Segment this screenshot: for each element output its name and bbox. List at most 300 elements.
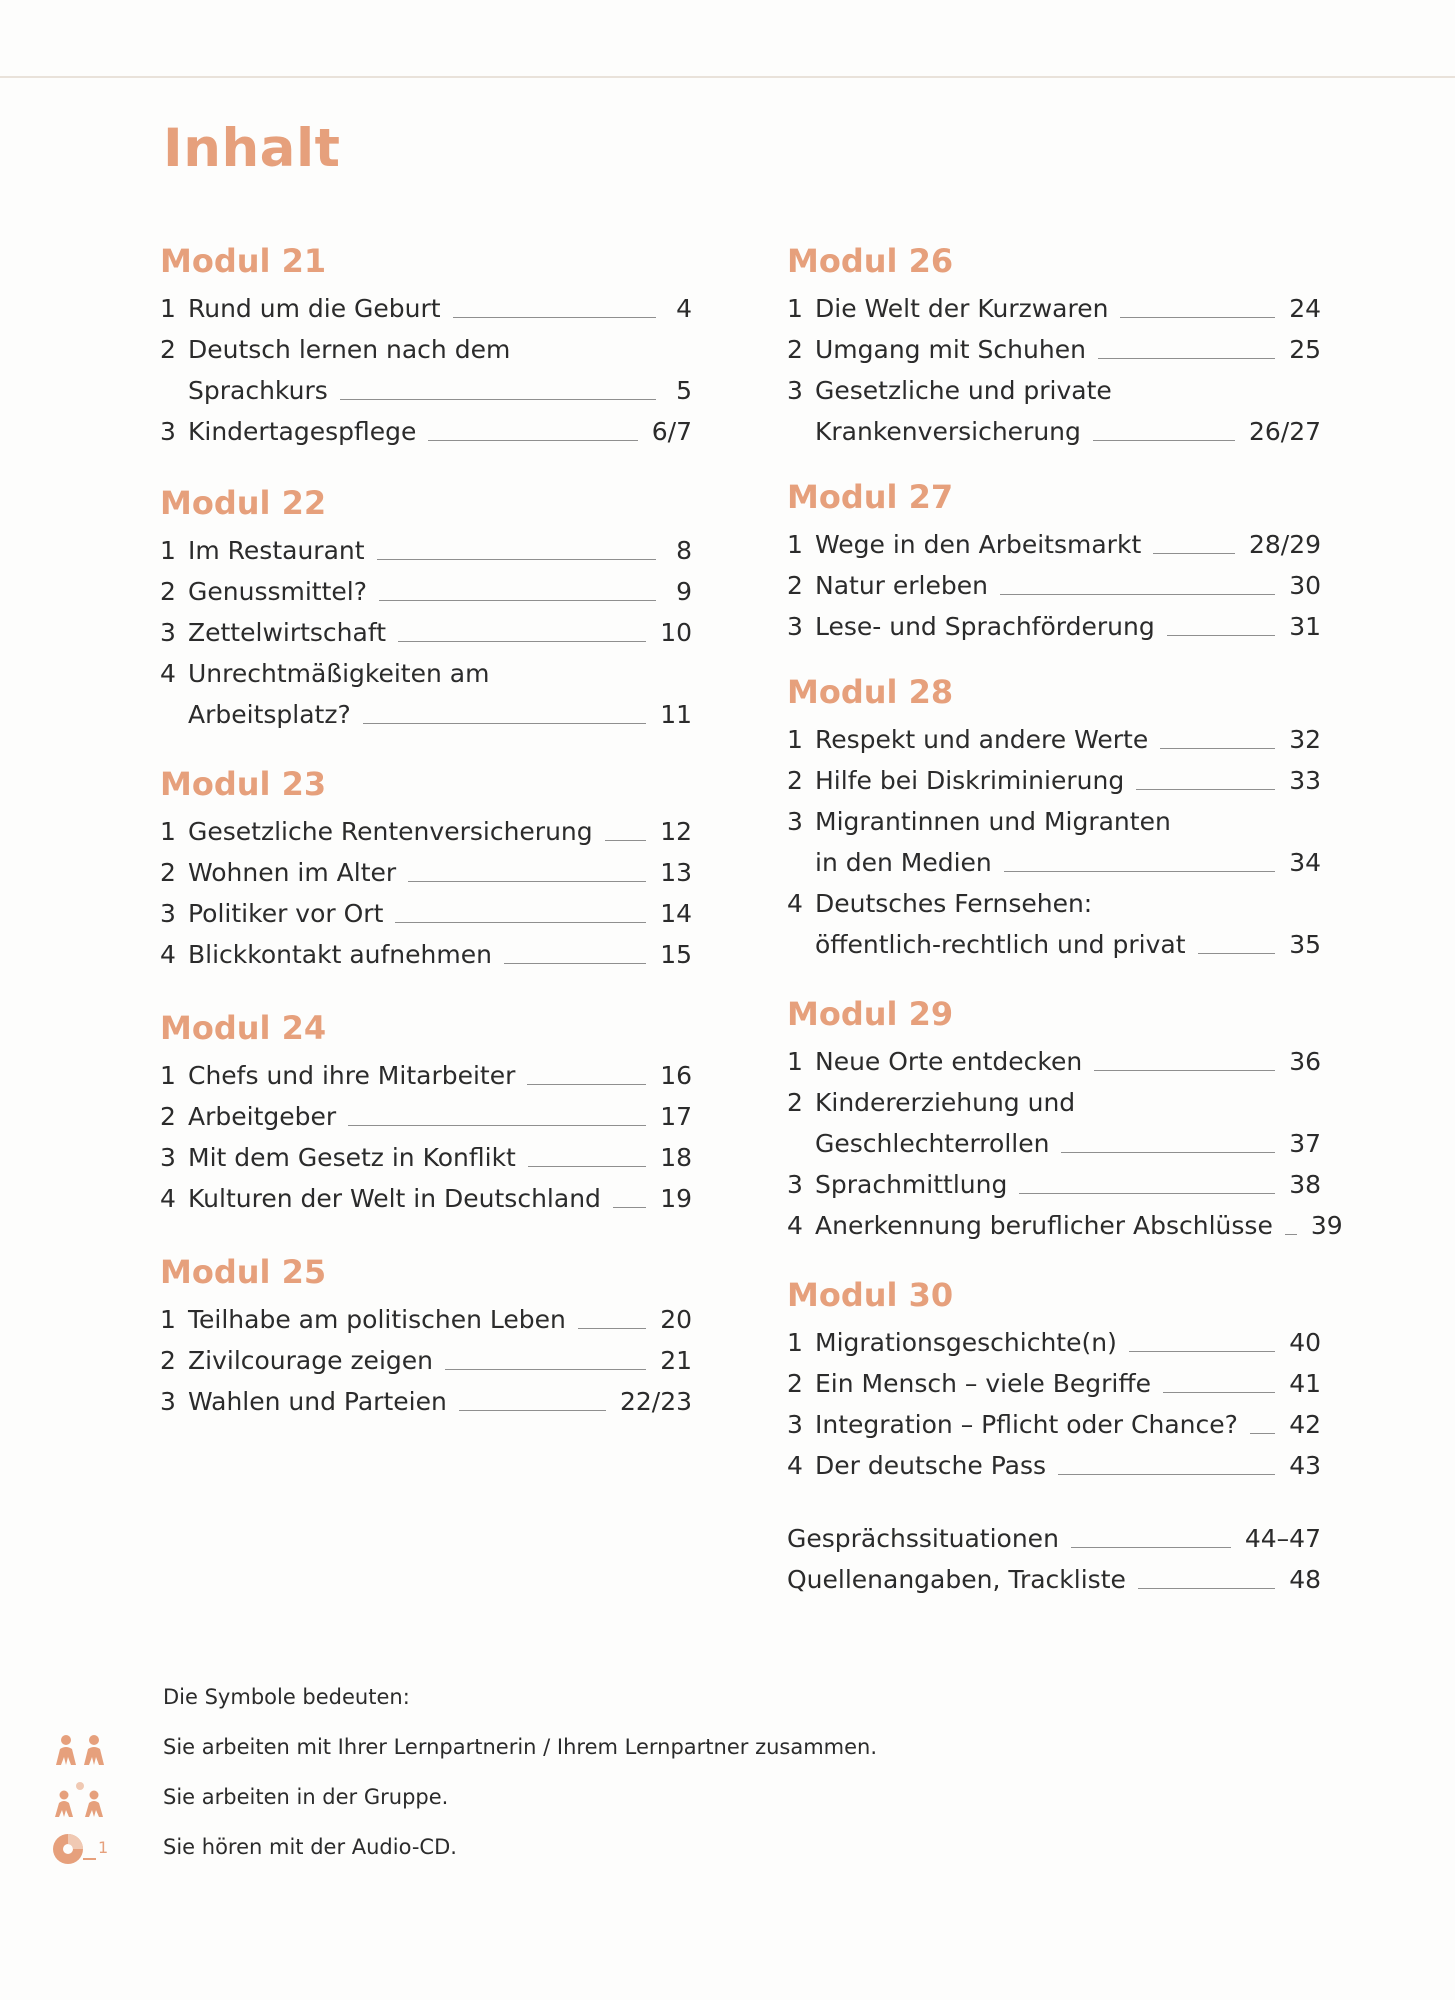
entry-label: Quellenangaben, Trackliste xyxy=(787,1565,1126,1594)
entry-label: Wohnen im Alter xyxy=(188,858,397,887)
entry-text xyxy=(188,1055,692,1096)
entry-line xyxy=(815,842,1321,883)
toc-entry xyxy=(160,1340,692,1381)
audio-track-number: 1 xyxy=(98,1838,109,1857)
entry-line xyxy=(815,370,1321,411)
module-title: Modul 21 xyxy=(160,242,327,280)
entry-label: in den Medien xyxy=(815,848,992,877)
entry-line xyxy=(815,329,1321,370)
entry-label: Neue Orte entdecken xyxy=(815,1047,1083,1076)
page-number: 18 xyxy=(660,1143,692,1172)
page-number: 36 xyxy=(1289,1047,1321,1076)
toc-left-column xyxy=(160,234,692,1422)
page-number: 35 xyxy=(1289,930,1321,959)
entry-line xyxy=(188,530,692,571)
entry-line xyxy=(188,571,692,612)
toc-entry xyxy=(787,1445,1321,1486)
entry-line xyxy=(188,612,692,653)
page-title: Inhalt xyxy=(163,118,341,179)
toc-entry xyxy=(787,1041,1321,1082)
entry-text xyxy=(188,1381,692,1422)
toc-entry xyxy=(160,1137,692,1178)
entry-number: 3 xyxy=(160,417,176,446)
entry-line xyxy=(188,370,692,411)
dotted-leader xyxy=(453,317,656,318)
page-number: 4 xyxy=(676,294,692,323)
toc-entry xyxy=(787,1164,1321,1205)
entry-label: Natur erleben xyxy=(815,571,988,600)
entry-label: Hilfe bei Diskriminierung xyxy=(815,766,1125,795)
page-number: 38 xyxy=(1289,1170,1321,1199)
entry-text xyxy=(815,883,1321,965)
entry-line xyxy=(188,1340,692,1381)
module-section xyxy=(787,665,1321,965)
toc-entry xyxy=(787,288,1321,329)
page-number: 39 xyxy=(1310,1211,1343,1240)
entry-line xyxy=(815,1164,1321,1205)
entry-text xyxy=(188,852,692,893)
toc-entry xyxy=(160,1096,692,1137)
entry-line xyxy=(815,1322,1321,1363)
page-number: 31 xyxy=(1289,612,1321,641)
entry-text xyxy=(815,565,1321,606)
toc-entry xyxy=(787,524,1321,565)
entry-text xyxy=(815,524,1321,565)
entry-label: Migrationsgeschichte(n) xyxy=(815,1328,1117,1357)
dotted-leader xyxy=(1058,1474,1275,1475)
entry-line xyxy=(815,1205,1343,1246)
toc-entry xyxy=(160,612,692,653)
page-number: 8 xyxy=(676,536,692,565)
entry-label: Genussmittel? xyxy=(188,577,367,606)
dotted-leader xyxy=(1167,635,1275,636)
module-section xyxy=(160,1245,692,1422)
entry-number: 4 xyxy=(787,889,803,918)
entry-line xyxy=(815,1445,1321,1486)
entry-line xyxy=(815,719,1321,760)
entry-label: Politiker vor Ort xyxy=(188,899,384,928)
entry-number: 3 xyxy=(787,1410,803,1439)
entry-number: 3 xyxy=(787,612,803,641)
dotted-leader xyxy=(1120,317,1275,318)
toc-entry xyxy=(787,1082,1321,1164)
dotted-leader xyxy=(1285,1234,1297,1235)
legend-row-group xyxy=(0,1779,1000,1819)
toc-entry xyxy=(787,606,1321,647)
module-title: Modul 30 xyxy=(787,1276,954,1314)
page-number: 14 xyxy=(660,899,692,928)
entry-text xyxy=(815,1404,1321,1445)
dotted-leader xyxy=(340,399,656,400)
entry-number: 4 xyxy=(787,1451,803,1480)
entry-number: 2 xyxy=(787,571,803,600)
entry-text xyxy=(815,801,1321,883)
dotted-leader xyxy=(1019,1193,1275,1194)
module-title: Modul 25 xyxy=(160,1253,327,1291)
dotted-leader xyxy=(363,723,646,724)
entry-line xyxy=(188,653,692,694)
module-section xyxy=(787,470,1321,647)
entry-number: 2 xyxy=(787,1369,803,1398)
entry-text xyxy=(188,893,692,934)
entry-line xyxy=(188,288,692,329)
dotted-leader xyxy=(1004,871,1275,872)
dotted-leader xyxy=(613,1207,646,1208)
top-rule xyxy=(0,76,1455,78)
entry-label: Unrechtmäßigkeiten am xyxy=(188,659,490,688)
entry-line xyxy=(188,329,692,370)
toc-entry xyxy=(787,565,1321,606)
dotted-leader xyxy=(1061,1152,1275,1153)
dotted-leader xyxy=(395,922,646,923)
module-section xyxy=(160,1001,692,1219)
entry-line xyxy=(815,760,1321,801)
entry-text xyxy=(815,329,1321,370)
page-number: 17 xyxy=(660,1102,692,1131)
legend-text: Sie hören mit der Audio-CD. xyxy=(163,1835,457,1859)
page-number: 20 xyxy=(660,1305,692,1334)
group-icon xyxy=(50,1781,120,1817)
dotted-leader xyxy=(1093,440,1235,441)
module-title: Modul 23 xyxy=(160,765,327,803)
dotted-leader xyxy=(428,440,637,441)
toc-entry xyxy=(160,1381,692,1422)
page-number: 16 xyxy=(660,1061,692,1090)
entry-label: Zettelwirtschaft xyxy=(188,618,387,647)
entry-text xyxy=(815,1363,1321,1404)
entry-text xyxy=(188,288,692,329)
entry-text xyxy=(815,370,1321,452)
entry-text xyxy=(188,1340,692,1381)
entry-label: Geschlechterrollen xyxy=(815,1129,1050,1158)
entry-label: Kulturen der Welt in Deutschland xyxy=(188,1184,601,1213)
module-title: Modul 24 xyxy=(160,1009,327,1047)
entry-line xyxy=(815,606,1321,647)
entry-line xyxy=(815,924,1321,965)
entry-number: 3 xyxy=(160,899,176,928)
page-number: 44–47 xyxy=(1244,1524,1321,1553)
entry-number: 1 xyxy=(160,536,176,565)
entry-text xyxy=(188,411,692,452)
page-number: 5 xyxy=(676,376,692,405)
entry-line xyxy=(815,1082,1321,1123)
entry-text xyxy=(188,571,692,612)
entry-label: Krankenversicherung xyxy=(815,417,1081,446)
entry-label: Kindertagespflege xyxy=(188,417,417,446)
entry-label: Die Welt der Kurzwaren xyxy=(815,294,1109,323)
dotted-leader xyxy=(398,641,646,642)
partner-icon xyxy=(50,1731,120,1767)
toc-entry xyxy=(160,934,692,975)
audio-cd-icon xyxy=(50,1831,120,1867)
page-number: 41 xyxy=(1289,1369,1321,1398)
dotted-leader xyxy=(605,840,647,841)
entry-label: Migrantinnen und Migranten xyxy=(815,807,1171,836)
entry-text xyxy=(787,1518,1321,1559)
entry-number: 4 xyxy=(787,1211,803,1240)
entry-text xyxy=(188,1299,692,1340)
entry-label: Der deutsche Pass xyxy=(815,1451,1047,1480)
entry-text xyxy=(188,934,692,975)
entry-text xyxy=(188,1137,692,1178)
page-number: 32 xyxy=(1289,725,1321,754)
page-number: 6/7 xyxy=(651,417,692,446)
module-section xyxy=(160,757,692,975)
dotted-leader xyxy=(1163,1392,1275,1393)
entry-number: 1 xyxy=(787,725,803,754)
page-number: 10 xyxy=(660,618,692,647)
entry-label: Gesprächssituationen xyxy=(787,1524,1059,1553)
entry-line xyxy=(188,411,692,452)
page-number: 26/27 xyxy=(1248,417,1321,446)
entry-label: Teilhabe am politischen Leben xyxy=(188,1305,566,1334)
entry-text xyxy=(787,1559,1321,1600)
entry-line xyxy=(815,1123,1321,1164)
entry-label: Anerkennung beruflicher Abschlüsse xyxy=(815,1211,1273,1240)
dotted-leader xyxy=(528,1166,646,1167)
entry-number: 2 xyxy=(787,766,803,795)
page-number: 33 xyxy=(1289,766,1321,795)
entry-label: Rund um die Geburt xyxy=(188,294,441,323)
entry-line xyxy=(815,1363,1321,1404)
entry-number: 4 xyxy=(160,940,176,969)
entry-number: 1 xyxy=(160,1305,176,1334)
dotted-leader xyxy=(1138,1588,1275,1589)
toc-entry xyxy=(160,530,692,571)
entry-number: 3 xyxy=(787,376,803,405)
page-number: 30 xyxy=(1289,571,1321,600)
toc-entry xyxy=(787,883,1321,965)
entry-label: Kindererziehung und xyxy=(815,1088,1076,1117)
entry-line xyxy=(815,1041,1321,1082)
page-number: 9 xyxy=(676,577,692,606)
entry-text xyxy=(188,612,692,653)
dotted-leader xyxy=(1250,1433,1275,1434)
entry-label: Gesetzliche und private xyxy=(815,376,1112,405)
entry-label: Sprachkurs xyxy=(188,376,328,405)
entry-number: 3 xyxy=(160,1387,176,1416)
toc-entry xyxy=(787,760,1321,801)
page-number: 28/29 xyxy=(1248,530,1321,559)
dotted-leader xyxy=(408,881,646,882)
dotted-leader xyxy=(1094,1070,1275,1071)
entry-line xyxy=(815,524,1321,565)
page-number: 24 xyxy=(1289,294,1321,323)
entry-label: Respekt und andere Werte xyxy=(815,725,1149,754)
legend-text: Sie arbeiten mit Ihrer Lernpartnerin / Ihrem Lernpartner zusammen. xyxy=(163,1735,878,1759)
dotted-leader xyxy=(1129,1351,1275,1352)
toc-entry xyxy=(787,1363,1321,1404)
appendix-entries xyxy=(787,1518,1321,1600)
entry-line xyxy=(188,1137,692,1178)
page-number: 21 xyxy=(660,1346,692,1375)
entry-line xyxy=(188,1299,692,1340)
entry-number: 2 xyxy=(160,1102,176,1131)
toc-entry xyxy=(160,893,692,934)
entry-number: 2 xyxy=(160,1346,176,1375)
module-section xyxy=(160,234,692,452)
dotted-leader xyxy=(1160,748,1275,749)
entry-text xyxy=(188,653,692,735)
entry-text xyxy=(188,811,692,852)
toc-entry xyxy=(787,370,1321,452)
toc-entry xyxy=(787,719,1321,760)
entry-label: Gesetzliche Rentenversicherung xyxy=(188,817,593,846)
toc-entry xyxy=(160,1055,692,1096)
toc-entry xyxy=(160,329,692,411)
entry-line xyxy=(188,1381,692,1422)
toc-entry xyxy=(160,571,692,612)
entry-text xyxy=(815,1082,1321,1164)
page-number: 11 xyxy=(660,700,692,729)
toc-entry xyxy=(787,1404,1321,1445)
page-number: 12 xyxy=(660,817,692,846)
toc-right-column xyxy=(787,234,1343,1600)
entry-number: 1 xyxy=(160,817,176,846)
dotted-leader xyxy=(348,1125,646,1126)
module-title: Modul 22 xyxy=(160,484,327,522)
entry-line xyxy=(188,1055,692,1096)
entry-text xyxy=(815,1445,1321,1486)
toc-entry xyxy=(787,1559,1321,1600)
dotted-leader xyxy=(578,1328,646,1329)
entry-text xyxy=(815,1164,1321,1205)
entry-label: Zivilcourage zeigen xyxy=(188,1346,433,1375)
entry-label: Chefs und ihre Mitarbeiter xyxy=(188,1061,516,1090)
entry-line xyxy=(188,811,692,852)
entry-line xyxy=(787,1559,1321,1600)
entry-label: Deutsches Fernsehen: xyxy=(815,889,1093,918)
entry-number: 1 xyxy=(160,294,176,323)
dotted-leader xyxy=(459,1410,606,1411)
entry-line xyxy=(188,893,692,934)
module-section xyxy=(160,476,692,735)
dotted-leader xyxy=(1071,1547,1231,1548)
entry-number: 1 xyxy=(160,1061,176,1090)
entry-number: 2 xyxy=(787,335,803,364)
module-title: Modul 29 xyxy=(787,995,954,1033)
page-number: 43 xyxy=(1289,1451,1321,1480)
page-number: 34 xyxy=(1289,848,1321,877)
entry-label: Wahlen und Parteien xyxy=(188,1387,447,1416)
page-number: 37 xyxy=(1289,1129,1321,1158)
entry-line xyxy=(188,934,692,975)
entry-number: 3 xyxy=(787,1170,803,1199)
page-number: 15 xyxy=(660,940,692,969)
entry-text xyxy=(188,1178,692,1219)
entry-label: Wege in den Arbeitsmarkt xyxy=(815,530,1142,559)
entry-line xyxy=(815,288,1321,329)
entry-text xyxy=(188,329,692,411)
entry-label: Ein Mensch – viele Begriffe xyxy=(815,1369,1151,1398)
entry-line xyxy=(188,694,692,735)
module-title: Modul 28 xyxy=(787,673,954,711)
entry-label: Blickkontakt aufnehmen xyxy=(188,940,492,969)
entry-number: 1 xyxy=(787,294,803,323)
entry-number: 3 xyxy=(787,807,803,836)
entry-number: 2 xyxy=(787,1088,803,1117)
entry-text xyxy=(815,719,1321,760)
entry-label: Arbeitgeber xyxy=(188,1102,337,1131)
entry-number: 2 xyxy=(160,577,176,606)
module-title: Modul 26 xyxy=(787,242,954,280)
toc-entry xyxy=(787,1518,1321,1559)
page-number: 40 xyxy=(1289,1328,1321,1357)
entry-text xyxy=(815,1322,1321,1363)
toc-entry xyxy=(787,801,1321,883)
entry-line xyxy=(188,852,692,893)
toc-entry xyxy=(160,653,692,735)
module-section xyxy=(787,987,1343,1246)
entry-label: Deutsch lernen nach dem xyxy=(188,335,511,364)
entry-label: Arbeitsplatz? xyxy=(188,700,351,729)
toc-entry xyxy=(787,1205,1343,1246)
entry-line xyxy=(188,1096,692,1137)
entry-line xyxy=(815,411,1321,452)
legend-text: Sie arbeiten in der Gruppe. xyxy=(163,1785,449,1809)
entry-text xyxy=(815,1041,1321,1082)
dotted-leader xyxy=(1098,358,1275,359)
module-title: Modul 27 xyxy=(787,478,954,516)
toc-entry xyxy=(160,288,692,329)
entry-label: Lese- und Sprachförderung xyxy=(815,612,1155,641)
dotted-leader xyxy=(1153,553,1235,554)
entry-number: 2 xyxy=(160,858,176,887)
entry-text xyxy=(815,288,1321,329)
entry-number: 4 xyxy=(160,1184,176,1213)
dotted-leader xyxy=(1198,953,1276,954)
page-number: 25 xyxy=(1289,335,1321,364)
entry-number: 4 xyxy=(160,659,176,688)
entry-label: Umgang mit Schuhen xyxy=(815,335,1086,364)
module-section xyxy=(787,1268,1321,1486)
entry-text xyxy=(188,530,692,571)
dotted-leader xyxy=(504,963,646,964)
page-number: 22/23 xyxy=(619,1387,692,1416)
toc-entry xyxy=(160,1178,692,1219)
dotted-leader xyxy=(379,600,656,601)
entry-text xyxy=(188,1096,692,1137)
dotted-leader xyxy=(377,559,656,560)
entry-label: Integration – Pflicht oder Chance? xyxy=(815,1410,1238,1439)
entry-line xyxy=(188,1178,692,1219)
dotted-leader xyxy=(1000,594,1275,595)
toc-entry xyxy=(787,329,1321,370)
toc-entry xyxy=(160,811,692,852)
toc-entry xyxy=(160,411,692,452)
page-number: 42 xyxy=(1289,1410,1321,1439)
dotted-leader xyxy=(445,1369,646,1370)
entry-number: 1 xyxy=(787,530,803,559)
page-number: 19 xyxy=(660,1184,692,1213)
entry-text xyxy=(815,760,1321,801)
entry-line xyxy=(787,1518,1321,1559)
entry-label: öffentlich-rechtlich und privat xyxy=(815,930,1186,959)
dotted-leader xyxy=(527,1084,646,1085)
toc-entry xyxy=(160,1299,692,1340)
entry-label: Sprachmittlung xyxy=(815,1170,1008,1199)
toc-entry xyxy=(160,852,692,893)
entry-label: Im Restaurant xyxy=(188,536,365,565)
entry-number: 3 xyxy=(160,618,176,647)
page-number: 13 xyxy=(660,858,692,887)
entry-line xyxy=(815,883,1321,924)
legend-heading: Die Symbole bedeuten: xyxy=(163,1685,410,1709)
entry-number: 1 xyxy=(787,1047,803,1076)
entry-text xyxy=(815,1205,1343,1246)
entry-text xyxy=(815,606,1321,647)
entry-label: Mit dem Gesetz in Konflikt xyxy=(188,1143,516,1172)
